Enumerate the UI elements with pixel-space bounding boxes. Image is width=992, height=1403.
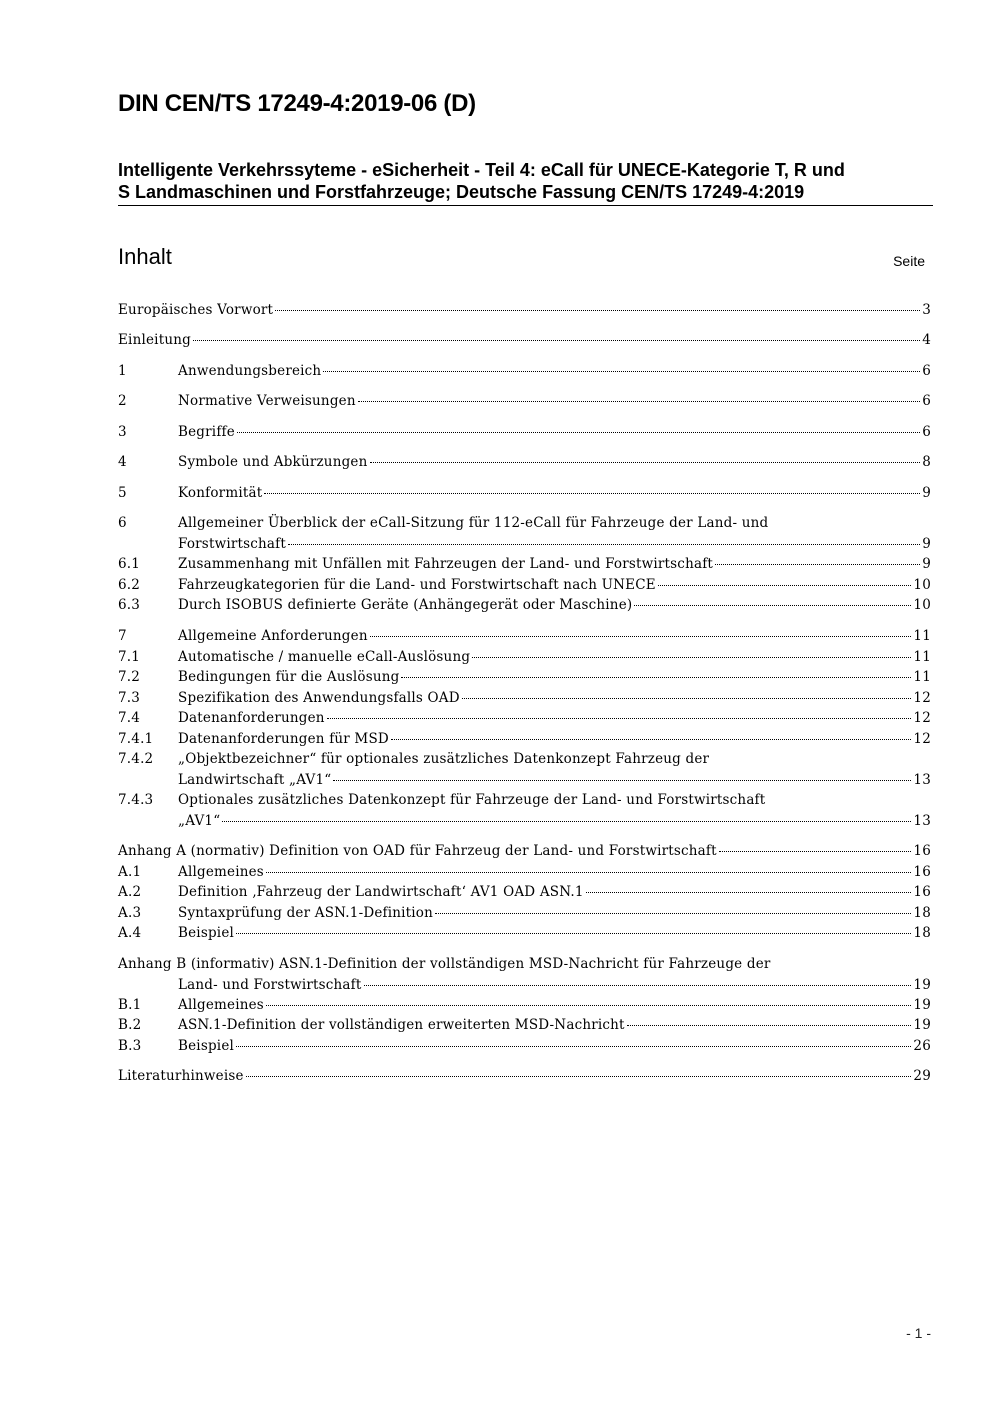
toc-entry-page: 6 — [922, 363, 931, 379]
toc-entry-title: Allgemeines — [178, 864, 264, 880]
toc-dot-leader — [288, 544, 920, 545]
toc-dot-leader — [246, 1076, 912, 1077]
toc-entry-title: Datenanforderungen — [178, 710, 325, 726]
toc-entry[interactable] — [118, 749, 931, 790]
page-column-label: Seite — [893, 253, 925, 269]
toc-dot-leader — [327, 718, 912, 719]
toc-entry-title: Allgemeines — [178, 997, 264, 1013]
toc-entry[interactable] — [118, 391, 931, 412]
toc-entry-title: Anhang A (normativ) Definition von OAD für Fahrzeug der Land- und Forstwirtschaft — [118, 843, 717, 859]
toc-entry[interactable] — [118, 300, 931, 321]
toc-dot-leader — [264, 493, 920, 494]
toc-entry-title: Forstwirtschaft — [178, 535, 286, 552]
toc-entry-page: 19 — [913, 1017, 931, 1033]
toc-entry-page: 11 — [913, 649, 931, 665]
toc-entry[interactable] — [118, 708, 931, 729]
toc-entry-number: B.3 — [118, 1038, 142, 1054]
toc-entry-title: „AV1“ — [178, 812, 221, 829]
toc-entry-number: 1 — [118, 363, 127, 379]
toc-entry-page: 11 — [913, 669, 931, 685]
toc-dot-leader — [275, 310, 920, 311]
toc-entry-title-line: Allgemeiner Überblick der eCall-Sitzung für 112-eCall für Fahrzeuge der Land- und — [178, 515, 769, 531]
toc-entry-title: Konformität — [178, 485, 263, 501]
toc-dot-leader — [364, 985, 912, 986]
toc-entry[interactable] — [118, 361, 931, 382]
toc-dot-leader — [627, 1025, 912, 1026]
toc-entry-number: 5 — [118, 485, 127, 501]
toc-entry-title-line: „Objektbezeichner“ für optionales zusätzliches Datenkonzept Fahrzeug der — [178, 751, 710, 767]
toc-entry-number: A.4 — [118, 925, 142, 941]
toc-entry-page: 6 — [922, 424, 931, 440]
toc-entry[interactable] — [118, 903, 931, 924]
toc-entry-title: Zusammenhang mit Unfällen mit Fahrzeugen der Land- und Forstwirtschaft — [178, 556, 714, 572]
toc-dot-leader — [237, 432, 920, 433]
document-title: DIN CEN/TS 17249-4:2019-06 (D) — [118, 90, 476, 117]
toc-dot-leader — [266, 872, 911, 873]
toc-entry-title: Definition ‚Fahrzeug der Landwirtschaft‘ AV1 OAD ASN.1 — [178, 884, 584, 900]
page-number: - 1 - — [906, 1325, 931, 1341]
toc-dot-leader — [634, 605, 911, 606]
toc-entry-page: 3 — [922, 302, 931, 318]
toc-entry[interactable] — [118, 1015, 931, 1036]
toc-entry-title: Land- und Forstwirtschaft — [178, 976, 362, 993]
toc-entry[interactable] — [118, 554, 931, 575]
toc-entry-page: 29 — [913, 1068, 931, 1084]
toc-dot-leader — [370, 636, 912, 637]
toc-dot-leader — [472, 657, 911, 658]
toc-entry-number: A.2 — [118, 884, 142, 900]
toc-entry[interactable] — [118, 688, 931, 709]
toc-entry-page: 19 — [913, 997, 931, 1013]
toc-entry[interactable] — [118, 1036, 931, 1057]
toc-dot-leader — [435, 913, 911, 914]
toc-entry-page: 13 — [913, 812, 931, 829]
toc-entry[interactable] — [118, 882, 931, 903]
toc-entry-page: 8 — [922, 454, 931, 470]
toc-entry[interactable] — [118, 626, 931, 647]
toc-entry-page: 16 — [913, 884, 931, 900]
toc-entry-title: Spezifikation des Anwendungsfalls OAD — [178, 690, 460, 706]
toc-entry-title: Symbole und Abkürzungen — [178, 454, 368, 470]
toc-heading: Inhalt — [118, 244, 172, 269]
toc-dot-leader — [391, 739, 911, 740]
toc-entry[interactable] — [118, 954, 931, 995]
toc-entry-title: Automatische / manuelle eCall-Auslösung — [178, 649, 471, 665]
toc-entry-title: Datenanforderungen für MSD — [178, 731, 389, 747]
toc-entry-title: Allgemeine Anforderungen — [178, 628, 368, 644]
toc-entry[interactable] — [118, 422, 931, 443]
toc-dot-leader — [401, 677, 911, 678]
toc-entry[interactable] — [118, 330, 931, 351]
toc-entry-page: 13 — [913, 771, 931, 788]
toc-entry-title: ASN.1-Definition der vollständigen erweiterten MSD-Nachricht — [178, 1017, 625, 1033]
toc-entry-number: 6 — [118, 515, 127, 531]
toc-entry-page: 9 — [922, 535, 931, 552]
toc-dot-leader — [462, 698, 912, 699]
toc-entry[interactable] — [118, 841, 931, 862]
toc-entry[interactable] — [118, 1066, 931, 1087]
toc-entry-page: 6 — [922, 393, 931, 409]
toc-entry-number: 7.4.2 — [118, 751, 154, 767]
toc-entry-page: 18 — [913, 925, 931, 941]
toc-entry-number: 6.1 — [118, 556, 141, 572]
toc-entry[interactable] — [118, 483, 931, 504]
toc-entry-number: 7.4.1 — [118, 731, 154, 747]
toc-entry-number: 7.4 — [118, 710, 141, 726]
toc-entry-number: 7.4.3 — [118, 792, 154, 808]
toc-entry[interactable] — [118, 862, 931, 883]
toc-dot-leader — [236, 1046, 911, 1047]
toc-dot-leader — [370, 462, 921, 463]
toc-dot-leader — [358, 401, 920, 402]
toc-entry-title: Bedingungen für die Auslösung — [178, 669, 400, 685]
toc-entry-page: 19 — [913, 976, 931, 993]
toc-dot-leader — [266, 1005, 911, 1006]
toc-entry[interactable] — [118, 923, 931, 944]
toc-entry-title: Literaturhinweise — [118, 1068, 244, 1084]
document-subtitle — [118, 159, 933, 203]
toc-entry-number: 7.3 — [118, 690, 141, 706]
toc-entry[interactable] — [118, 647, 931, 668]
subtitle-line-1: Intelligente Verkehrssyteme - eSicherheit - Teil 4: eCall für UNECE-Kategorie T, R und — [118, 160, 845, 180]
toc-entry-page: 16 — [913, 864, 931, 880]
toc-dot-leader — [193, 340, 920, 341]
toc-entry-page: 16 — [913, 843, 931, 859]
toc-entry-title: Begriffe — [178, 424, 235, 440]
toc-dot-leader — [586, 892, 912, 893]
toc-entry-title: Beispiel — [178, 1038, 235, 1054]
toc-entry-page: 18 — [913, 905, 931, 921]
toc-entry-title: Durch ISOBUS definierte Geräte (Anhängegerät oder Maschine) — [178, 597, 633, 613]
toc-entry[interactable] — [118, 995, 931, 1016]
toc-entry[interactable] — [118, 790, 931, 831]
toc-entry[interactable] — [118, 575, 931, 596]
toc-entry-title-line: Optionales zusätzliches Datenkonzept für Fahrzeuge der Land- und Forstwirtschaft — [178, 792, 766, 808]
toc-dot-leader — [333, 780, 911, 781]
toc-entry-number: 6.2 — [118, 577, 141, 593]
toc-entry[interactable] — [118, 452, 931, 473]
toc-entry-number: 7.1 — [118, 649, 141, 665]
toc-dot-leader — [715, 564, 920, 565]
toc-entry-number: 3 — [118, 424, 127, 440]
toc-entry[interactable] — [118, 513, 931, 554]
toc-entry-title: Beispiel — [178, 925, 235, 941]
toc-entry-page: 10 — [913, 597, 931, 613]
toc-entry[interactable] — [118, 729, 931, 750]
toc-entry-page: 9 — [922, 556, 931, 572]
toc-entry-number: 7.2 — [118, 669, 141, 685]
toc-entry-page: 26 — [913, 1038, 931, 1054]
subtitle-rule — [118, 205, 933, 206]
toc-entry-title-line: Anhang B (informativ) ASN.1-Definition der vollständigen MSD-Nachricht für Fahrzeuge der — [118, 956, 771, 972]
toc-entry-page: 12 — [913, 710, 931, 726]
toc-entry-number: B.2 — [118, 1017, 142, 1033]
subtitle-line-2: S Landmaschinen und Forstfahrzeuge; Deutsche Fassung CEN/TS 17249-4:2019 — [118, 182, 805, 202]
toc-entry-page: 10 — [913, 577, 931, 593]
toc-entry-page: 4 — [922, 332, 931, 348]
toc-dot-leader — [222, 821, 911, 822]
toc-entry-page: 12 — [913, 731, 931, 747]
toc-entry-page: 9 — [922, 485, 931, 501]
toc-entry-number: A.1 — [118, 864, 142, 880]
toc-entry[interactable] — [118, 595, 931, 616]
toc-entry-title: Europäisches Vorwort — [118, 302, 274, 318]
toc-dot-leader — [719, 851, 912, 852]
toc-entry-title: Einleitung — [118, 332, 191, 348]
toc-dot-leader — [658, 585, 912, 586]
toc-entry-number: 6.3 — [118, 597, 141, 613]
toc-dot-leader — [236, 933, 911, 934]
toc-entry-page: 12 — [913, 690, 931, 706]
toc-entry-title: Normative Verweisungen — [178, 393, 356, 409]
toc-entry-title: Fahrzeugkategorien für die Land- und Forstwirtschaft nach UNECE — [178, 577, 656, 593]
toc-entry-page: 11 — [913, 628, 931, 644]
toc-entry-number: 4 — [118, 454, 127, 470]
toc-entry-title: Syntaxprüfung der ASN.1-Definition — [178, 905, 434, 921]
toc-entry-title: Anwendungsbereich — [178, 363, 322, 379]
toc-dot-leader — [323, 371, 920, 372]
toc-entry-title: Landwirtschaft „AV1“ — [178, 771, 332, 788]
toc-entry-number: 7 — [118, 628, 127, 644]
toc-entry[interactable] — [118, 667, 931, 688]
toc-entry-number: 2 — [118, 393, 127, 409]
toc-entry-number: A.3 — [118, 905, 142, 921]
toc-entry-number: B.1 — [118, 997, 142, 1013]
